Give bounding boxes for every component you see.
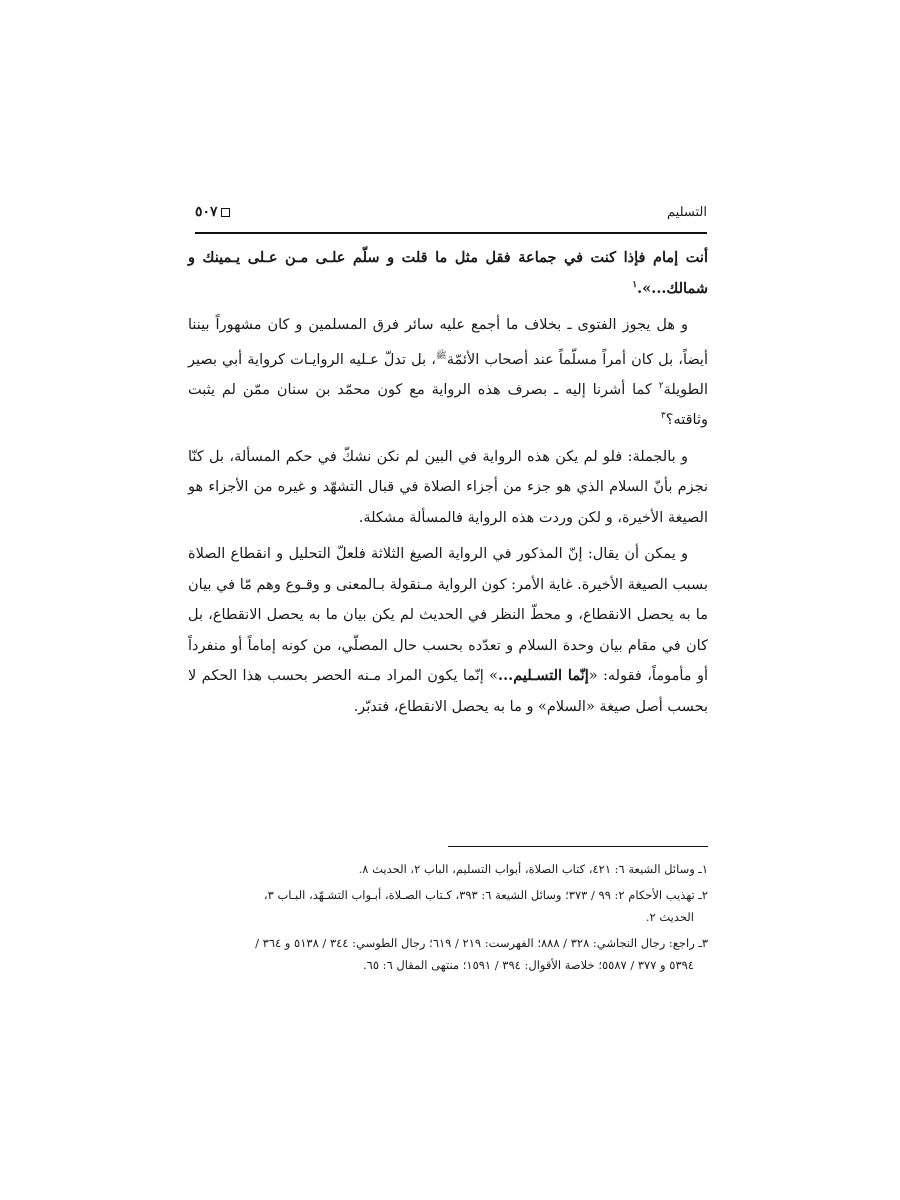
running-head-title: التسليم	[667, 205, 707, 220]
footnote-2	[188, 884, 708, 928]
footnote-2-continuation: الحديث ٢.	[645, 910, 694, 924]
honorific-ligature-icon: ﷺ	[435, 350, 447, 361]
footnote-1-text: ١ـ وسائل الشيعة ٦: ٤٢١، كتاب الصلاة، أبواب التسليم، الباب ٢، الحديث ٨.	[358, 862, 708, 876]
paragraph-2	[188, 310, 708, 436]
page-number-text: ٥٠٧	[195, 204, 218, 220]
footnote-3-continuation: ٥٣٩٤ و ٣٧٧ / ٥٥٨٧؛ خلاصة الأقوال: ٣٩٤ / ١٥٩١؛ منتهى المقال ٦: ٦٥.	[363, 958, 694, 972]
footnote-ref-3: ٣	[660, 411, 666, 422]
page-number	[195, 204, 230, 220]
paragraph-4-text-a: و يمكن أن يقال: إنّ المذكور في الرواية الصيغ الثلاثة فلعلّ التحليل و انقطاع الصلاة بسبب الصيغة الأخيرة. غاية الأمر: كون الرواية مـنقولة بـالمعنى و وقـوع وهم مّا في بيان ما به يحصل الانقطاع، و محطّ النظر في الحديث لم يكن بيان ما به يحصل الانقطاع، بل كان في مقام بيان وحدة السلام و تعدّده بحسب حال المصلّي، من كونه إماماً أو منفرداً أو مأموماً، فقوله: «	[188, 546, 708, 685]
footnote-1	[188, 858, 708, 880]
main-text	[188, 243, 708, 728]
paragraph-1	[188, 243, 708, 304]
footnote-separator	[448, 846, 708, 847]
paragraph-1-text: أنت إمام فإذا كنت في جماعة فقل مثل ما قلت و سلّم علـى مـن عـلى يـمينك و شمالك...».	[188, 249, 708, 297]
footnote-3	[188, 932, 708, 976]
square-marker-icon	[221, 208, 230, 217]
paragraph-2-text-b: ، بل تدلّ عـليه الروايـات كرواية أبي بصير الطويلة	[188, 351, 708, 398]
paragraph-4-text-b: » إنّما يكون المراد مـنه الحصر بحسب هذا الحكم لا بحسب أصل صيغة «السلام» و ما به يحصل الانقطاع، فتدبّر.	[188, 668, 708, 715]
paragraph-2-text-a: و هل يجوز الفتوى ـ بخلاف ما أجمع عليه سائر فرق المسلمين و كان مشهوراً بيننا أيضاً، بل كان أمراً مسلّماً عند أصحاب الأئمّة	[188, 317, 708, 368]
footnote-2-text: ٢ـ تهذيب الأحكام ٢: ٩٩ / ٣٧٣؛ وسائل الشيعة ٦: ٣٩٣، كـتاب الصـلاة، أبـواب التشـهّد، البـاب ٣،	[263, 888, 708, 902]
paragraph-4	[188, 539, 708, 722]
footnote-ref-1: ١	[632, 279, 638, 290]
paragraph-2-text-c: كما أشرنا إليه ـ بصرف هذه الرواية مع كون محمّد بن سنان ممّن لم يثبت وثاقته؟	[188, 381, 708, 429]
paragraph-3: و بالجملة: فلو لم يكن هذه الرواية في البين لم نكن نشكّ في حكم المسألة، بل كنّا نجزم بأنّ السلام الذي هو جزء من أجزاء الصلاة في قبال التشهّد و غيره من الأجزاء هو الصيغة الأخيرة، و لكن وردت هذه الرواية فالمسألة مشكلة.	[188, 448, 708, 526]
footnote-3-text: ٣ـ راجع: رجال النجاشي: ٣٢٨ / ٨٨٨؛ الفهرست: ٢١٩ / ٦١٩؛ رجال الطوسي: ٣٤٤ / ٥١٣٨ و ٣٦٤ /	[255, 936, 708, 950]
footnote-ref-2: ٢	[658, 381, 664, 391]
quoted-hadith: إنّما التسـليم...	[498, 667, 589, 685]
page-header	[195, 201, 707, 227]
footnotes	[188, 858, 708, 980]
header-rule	[195, 232, 707, 234]
